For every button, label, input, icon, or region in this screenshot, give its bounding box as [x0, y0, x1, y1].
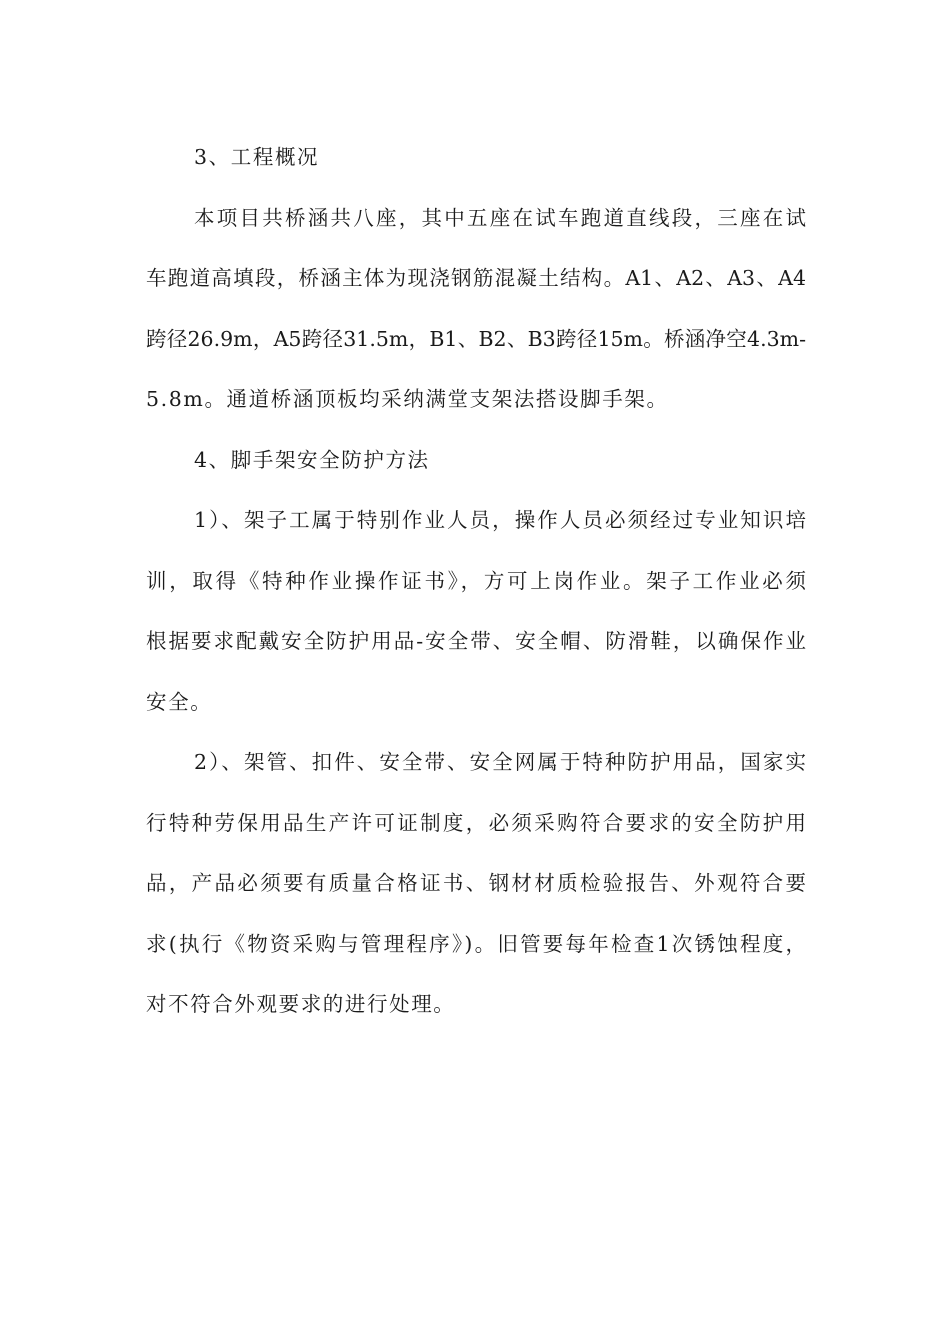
paragraph-line: 本项目共桥涵共八座，其中五座在试车跑道直线段，三座在试	[194, 205, 806, 230]
paragraph-line: 5.8m。通道桥涵顶板均采纳满堂支架法搭设脚手架。	[146, 387, 669, 411]
paragraph-line: 跨径26.9m，A5跨径31.5m，B1、B2、B3跨径15m。桥涵净空4.3m-	[146, 326, 806, 351]
document-body	[146, 127, 806, 1035]
paragraph-line: 对不符合外观要求的进行处理。	[146, 992, 456, 1016]
paragraph-line: 根据要求配戴安全防护用品-安全带、安全帽、防滑鞋，以确保作业	[146, 629, 806, 653]
paragraph-line: 2）、架管、扣件、安全带、安全网属于特种防护用品，国家实	[194, 750, 806, 774]
paragraph-line: 车跑道高填段，桥涵主体为现浇钢筋混凝土结构。A1、A2、A3、A4	[146, 266, 806, 290]
section-heading-scaffold-safety: 4、脚手架安全防护方法	[194, 447, 430, 472]
paragraph-line: 安全。	[146, 689, 213, 714]
section-heading-project-overview: 3、工程概况	[194, 145, 320, 169]
paragraph-line: 训，取得《特种作业操作证书》，方可上岗作业。架子工作业必须	[146, 568, 806, 593]
paragraph-line: 求(执行《物资采购与管理程序》)。旧管要每年检查1次锈蚀程度，	[146, 931, 806, 956]
paragraph-line: 品，产品必须要有质量合格证书、钢材材质检验报告、外观符合要	[146, 871, 806, 895]
paragraph-line: 1）、架子工属于特别作业人员，操作人员必须经过专业知识培	[194, 508, 806, 532]
paragraph-line: 行特种劳保用品生产许可证制度，必须采购符合要求的安全防护用	[146, 810, 806, 835]
